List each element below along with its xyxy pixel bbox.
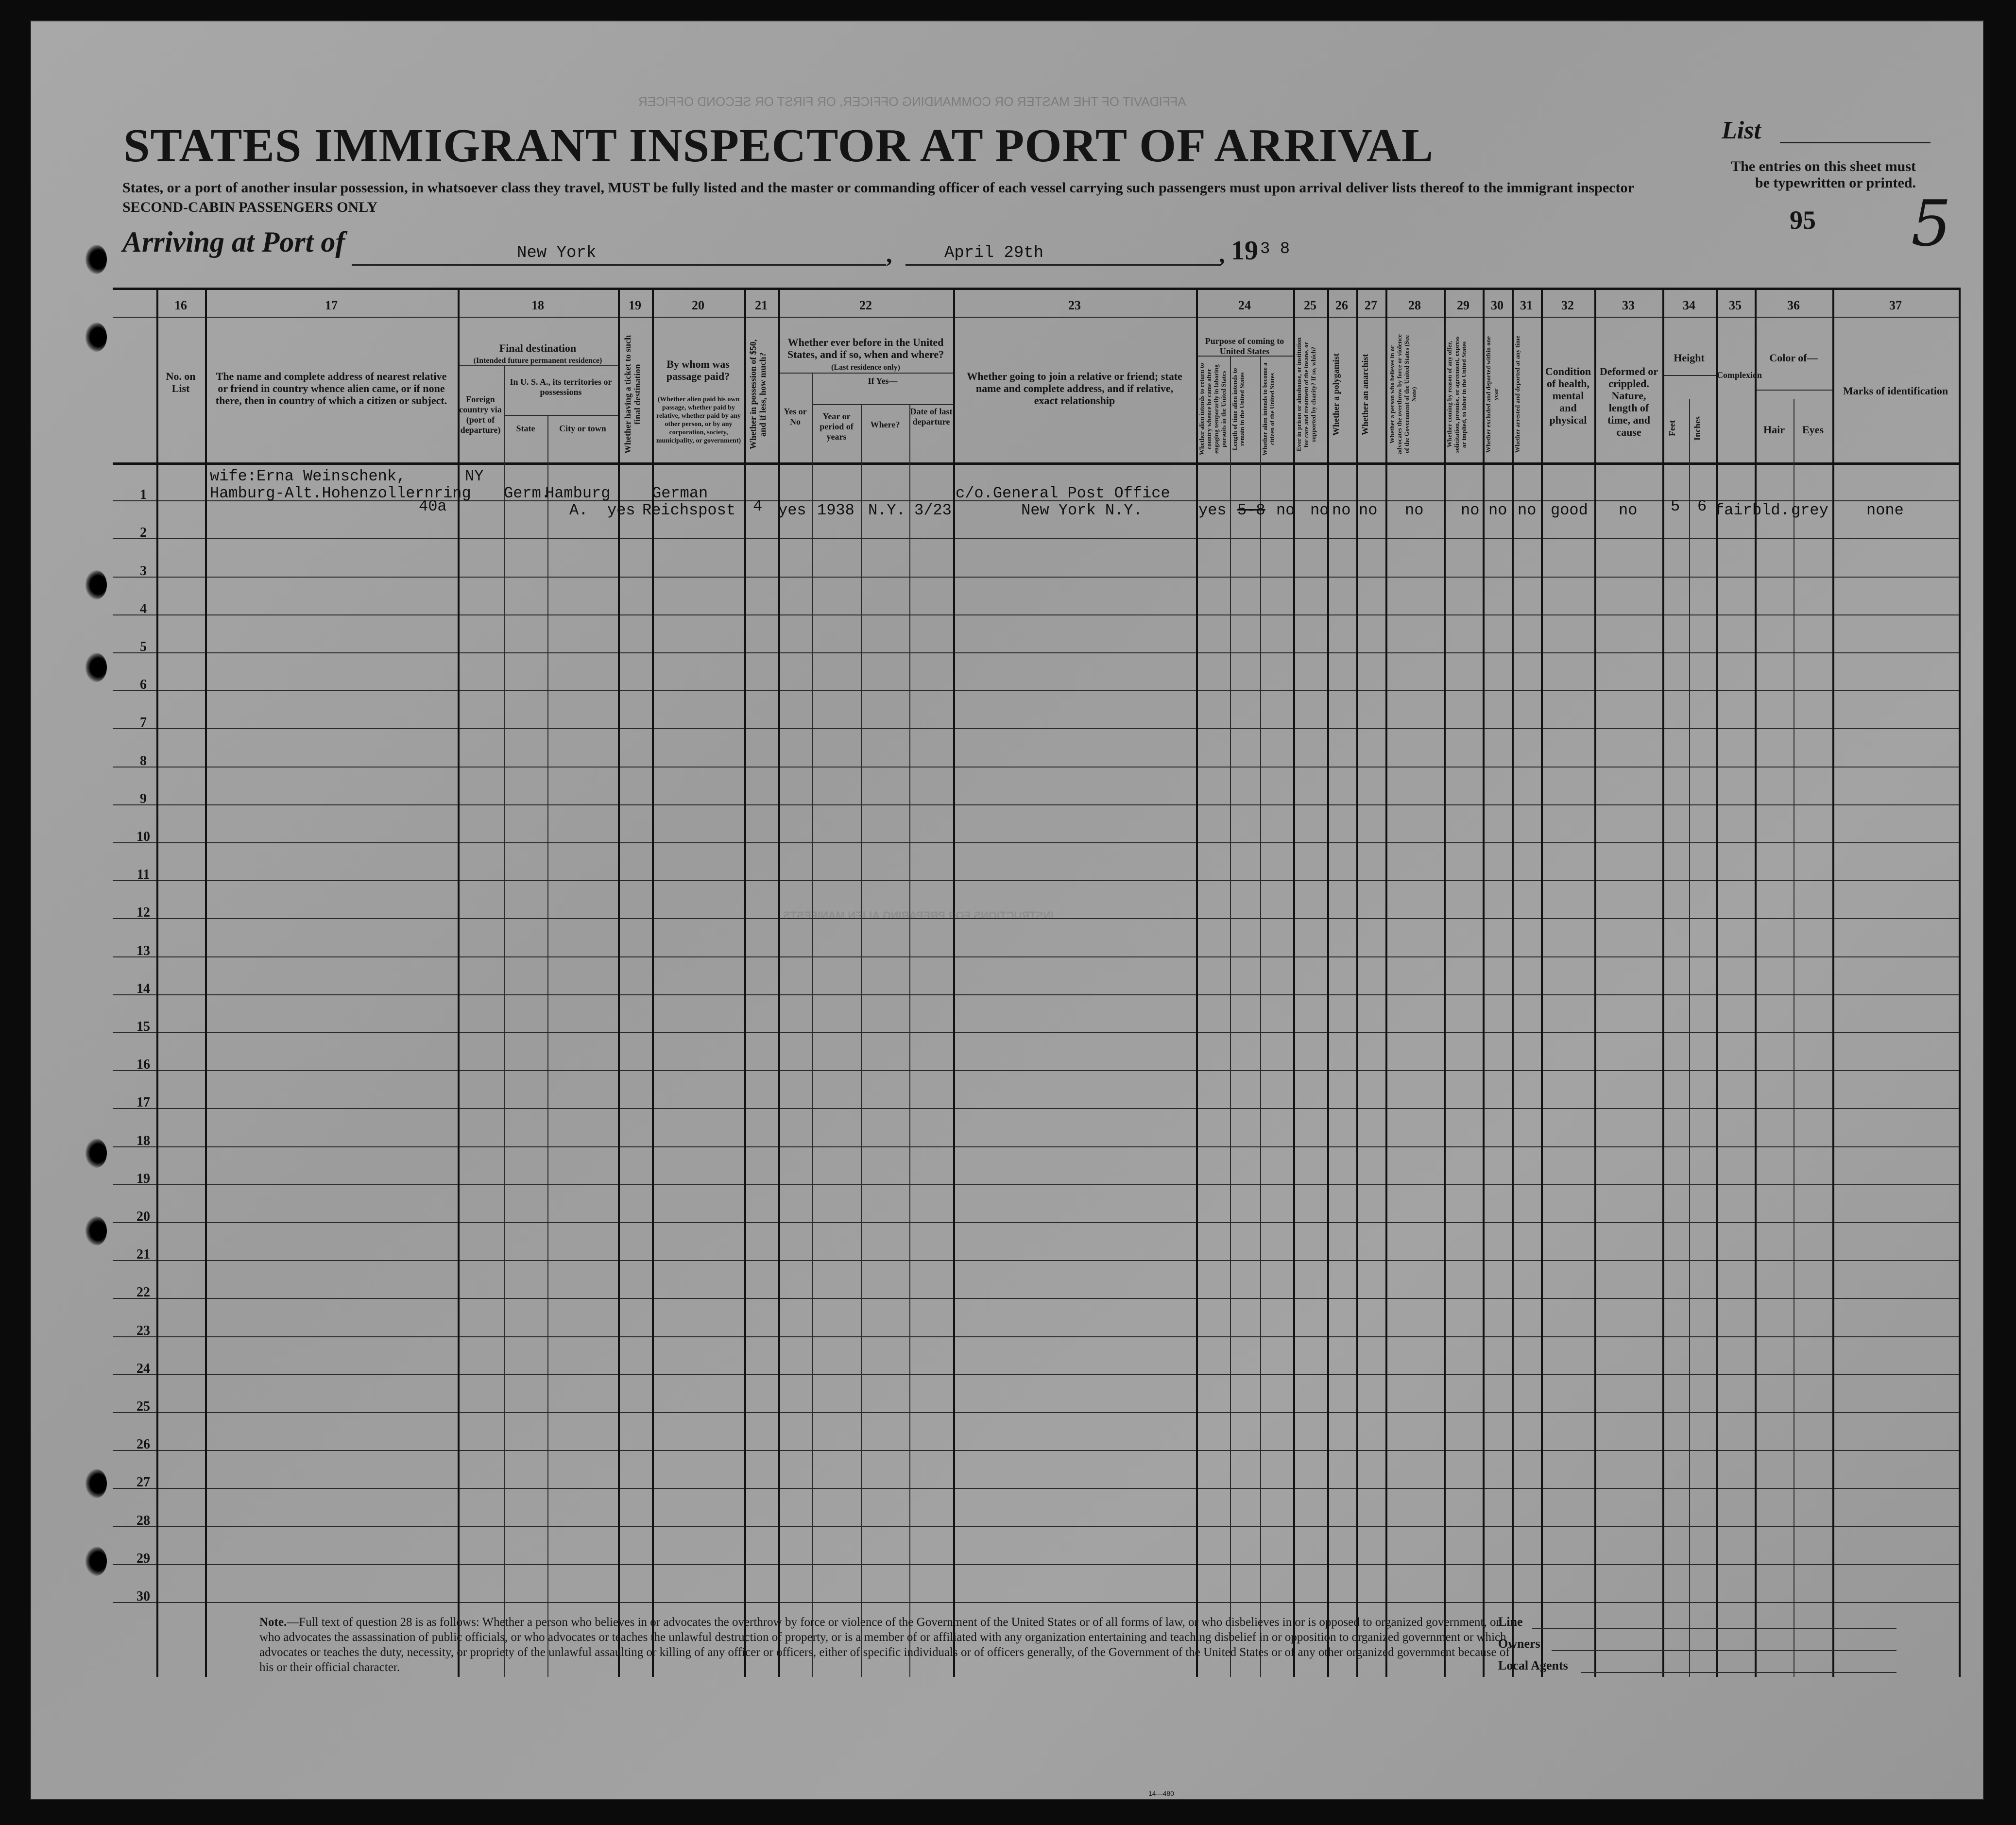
table-rule bbox=[113, 1222, 1959, 1223]
table-column-rule bbox=[1230, 356, 1231, 1677]
table-rule bbox=[113, 1336, 1959, 1337]
row-number: 25 bbox=[137, 1399, 150, 1414]
instructions-text: States, or a port of another insular possession, in whatsoever class they travel, MUST be fully listed and the master or commanding officer of each vessel carrying such passengers must upon arrival deliver lists thereof to the immigrant inspector bbox=[122, 180, 1634, 196]
punch-hole bbox=[85, 1469, 107, 1498]
row-number: 23 bbox=[137, 1323, 150, 1338]
header-color-of: Color of— bbox=[1769, 352, 1818, 364]
manifest-table bbox=[113, 288, 1959, 1677]
row-number: 27 bbox=[137, 1475, 150, 1490]
polygamist-cell: no bbox=[1332, 501, 1351, 519]
year-prefix: 19 bbox=[1231, 236, 1258, 266]
header-q29: Whether coming by reason of any offer, solicitation, promise, or agreement, express or implied, to labor in the United States bbox=[1446, 336, 1468, 453]
table-column-rule bbox=[1293, 288, 1295, 1677]
column-number: 35 bbox=[1729, 298, 1742, 312]
row-number: 16 bbox=[137, 1057, 150, 1073]
table-column-rule bbox=[1832, 288, 1834, 1677]
state-cell: Germ. bbox=[504, 484, 551, 502]
table-column-rule bbox=[744, 288, 746, 1677]
ever-before-cell: yes bbox=[778, 501, 806, 519]
footnote-question-28: Note.—Full text of question 28 is as follows: Whether a person who believes in or advocates the overthrow by force or violence of the Government of the United States or of all forms of law, or who disbelieves in or is opposed to organized government, or who advocates the assassination of public officials, or who advocates or teaches the unlawful destruction of property, or is a member of or affiliated with any organization entertaining and teaching disbelief in or opposition to organized government or which advocates or teaches the duty, necessity, or propriety of the unlawful assaulting or killing of any officer or officers, either of specific individuals or of officers generally, of the Government of the United States or of any other organized government because of his or their official character. bbox=[259, 1616, 1510, 1674]
column-number: 20 bbox=[692, 298, 704, 312]
entries-note: The entries on this sheet must be typewritten or printed. bbox=[1731, 158, 1916, 191]
table-column-rule bbox=[1444, 288, 1446, 1677]
table-rule bbox=[1755, 390, 1832, 391]
column-number: 26 bbox=[1335, 298, 1348, 312]
table-rule bbox=[113, 614, 1959, 615]
column-number: 24 bbox=[1238, 298, 1251, 312]
punch-hole bbox=[85, 1547, 107, 1576]
header-marks: Marks of identification bbox=[1843, 385, 1948, 397]
table-column-rule bbox=[812, 373, 813, 1677]
header-q30: Whether excluded and deported within one year bbox=[1485, 336, 1499, 453]
header-ticket: Whether having a ticket to such final destination bbox=[623, 335, 642, 454]
header-purpose: Purpose of coming to United States bbox=[1205, 336, 1284, 356]
header-state: State bbox=[516, 424, 535, 433]
list-label: List bbox=[1722, 117, 1761, 144]
q31-cell: no bbox=[1518, 501, 1537, 519]
table-rule bbox=[113, 1602, 1959, 1603]
header-prison: Ever in prison or almshouse, or institution for care and treatment of the insane, or supported by charity? If so, which? bbox=[1295, 337, 1317, 452]
table-rule bbox=[113, 462, 1959, 465]
column-number: 21 bbox=[755, 298, 768, 312]
column-number: 17 bbox=[325, 298, 338, 312]
table-column-rule bbox=[1689, 399, 1690, 1677]
row-number: 29 bbox=[137, 1551, 150, 1566]
header-q31: Whether arrested and deported at any time bbox=[1514, 336, 1521, 453]
manifest-sheet: AFFIDAVIT OF THE MASTER OR COMMANDING OFFICER, OR FIRST OR SECOND OFFICER STATES IMMIGRANT INSPECTOR AT PORT OF ARRIVAL States, or a port of another insular possession, in whatsoever class they travel, MUST be fully listed and the master or commanding officer of each vessel carrying such passengers must upon arrival deliver lists thereof to the immigrant inspector SECOND-CABIN PASSENGERS ONLY Arriving at Port of New York , April 29th , 19 3 8 List The entries on this sheet must be typewritten or printed. 95 5 16 17 18 19 20 21 22 23 24 25 26 27 28 29 30 31 32 33 34 35 36 37 No. on List The name and complete address of nearest relative or friend in country whence alien came, or if none there, then in country of which a citizen or subject. Final destination (Intended future permanent residence) Foreign country via (port of departure) In U. S. A., its territories or possessions State City or town Whether having a ticket to such final destination By whom was passage paid? (Whether alien paid his own passage, whether paid by relative, whether paid by any other person, or by any corporation, society, municipality, or government) Whether in possession of $50, and if less, how much? Whether ever before in the United States, and if so, when and where? (Last residence only) If Yes— Yes or No Year or period of years Where? Date of last departure Whether going to join a relative or friend; state name and complete address, and if relative, exact relationship Purpose of coming to United States Whether alien intends to return to country whence he came after engaging temporarily in laboring pursuits in the United States Length of time alien intends to remain in the United States Whether alien intends to become a citizen of the United States Ever in prison or almshouse, or institution for care and treatment of the insane, or supported by charity? If so, which? Whether a polygamist Whether an anarchist Whether a person who believes in or advocates the overthrow by force or violence of the Government of the United States (See Note) Whether coming by reason of any offer, solicitation, promise, or agreement, express or implied, to labor in the United States Whether excluded and deported within one year Whether arrested and deported at any time Condition of health, mental and physical Deformed or crippled. Nature, length of time, and cause Height Feet Inches Complexion Color of— Hair Eyes Marks of identification 1 2 3 4 5 6 7 8 9 10 11 12 13 14 15 16 17 18 19 20 21 22 23 24 25 26 27 28 29 30 wife:Erna Weinschenk, Hamburg-Alt.Hohenzollernring 40a NY Germ. Hamburg A. yes German Reichspost 4 yes 1938 N.Y. 3/23 c/o.General Post Office New York N.Y. yes 5-8 no no no no no no no no good no 5 6 fair bld. grey none INSTRUCTIONS FOR PREPARING ALIEN MANIFESTS Note.—Full text of question 28 is as follows: Whether a person who believes in or advocates the overthrow by force or violence of the Government of the United States or of all forms of law, or who disbelieves in or is opposed to organized government, or who advocates the assassination of public officials, or who advocates or teaches the unlawful destruction of property, or is a member of or affiliated with any organization entertaining and teaching disbelief in or opposition to organized government or which advocates or teaches the duty, necessity, or propriety of the unlawful assaulting or killing of any officer or officers, either of specific individuals or of officers generally, of the Government of the United States or of any other organized government because of his or their official character. Line Owners Local Agents 14—480 bbox=[30, 20, 1984, 1800]
row-number: 24 bbox=[137, 1361, 150, 1376]
sheet-number: 95 bbox=[1790, 205, 1816, 235]
health-cell: good bbox=[1551, 501, 1588, 519]
row-number: 18 bbox=[137, 1133, 150, 1148]
table-rule bbox=[113, 728, 1959, 729]
footer-line-label: Line bbox=[1498, 1615, 1523, 1629]
table-column-rule bbox=[547, 415, 548, 1677]
port-value: New York bbox=[517, 244, 597, 262]
year-suffix: 3 8 bbox=[1260, 240, 1290, 258]
punch-hole bbox=[85, 570, 107, 599]
row-number: 21 bbox=[137, 1247, 150, 1262]
table-column-rule bbox=[1196, 288, 1198, 1677]
header-ever-before-sub: (Last residence only) bbox=[831, 363, 900, 372]
table-rule bbox=[113, 880, 1959, 881]
table-column-rule bbox=[778, 288, 780, 1677]
table-column-rule bbox=[1959, 288, 1961, 1677]
table-rule bbox=[113, 1450, 1959, 1451]
feet-cell: 5 bbox=[1671, 497, 1680, 515]
hair-cell: bld. bbox=[1752, 501, 1790, 519]
table-rule bbox=[113, 577, 1959, 578]
column-number: 31 bbox=[1520, 298, 1533, 312]
table-rule bbox=[113, 1184, 1959, 1185]
table-rule bbox=[113, 1108, 1959, 1109]
table-rule bbox=[812, 404, 953, 405]
table-rule bbox=[113, 1374, 1959, 1375]
date-underline bbox=[905, 264, 1221, 266]
join-relative-cell: c/o.General Post Office bbox=[956, 484, 1170, 502]
table-column-rule bbox=[1755, 288, 1757, 1677]
table-rule bbox=[113, 1298, 1959, 1299]
table-column-rule bbox=[953, 288, 955, 1677]
column-number: 33 bbox=[1622, 298, 1635, 312]
table-rule bbox=[113, 1564, 1959, 1565]
column-number: 22 bbox=[859, 298, 872, 312]
column-number: 34 bbox=[1683, 298, 1695, 312]
header-if-yes: If Yes— bbox=[868, 376, 898, 386]
table-rule bbox=[113, 538, 1959, 539]
table-column-rule bbox=[1716, 288, 1718, 1677]
table-rule bbox=[504, 415, 618, 416]
table-rule bbox=[113, 317, 1959, 318]
row-number: 6 bbox=[140, 677, 147, 693]
footer-line-underline bbox=[1532, 1628, 1896, 1629]
table-rule bbox=[1662, 375, 1716, 376]
passage-cell: Reichspost bbox=[642, 501, 736, 519]
row-number: 14 bbox=[137, 981, 150, 996]
passage-cell: German bbox=[652, 484, 708, 502]
header-possession-50: Whether in possession of $50, and if less, how much? bbox=[748, 339, 768, 450]
column-number: 37 bbox=[1889, 298, 1902, 312]
header-polygamist: Whether a polygamist bbox=[1331, 353, 1341, 436]
header-inches: Inches bbox=[1692, 416, 1702, 441]
table-column-rule bbox=[1260, 356, 1261, 1677]
header-final-destination-sub: (Intended future permanent residence) bbox=[473, 357, 602, 365]
table-column-rule bbox=[618, 288, 620, 1677]
row-number: 19 bbox=[137, 1171, 150, 1186]
header-purpose-b: Length of time alien intends to remain in the United States bbox=[1231, 368, 1246, 450]
header-purpose-a: Whether alien intends to return to country whence he came after engaging temporarily in laboring pursuits in the United States bbox=[1198, 363, 1227, 455]
city-cell: A. bbox=[569, 501, 588, 519]
footer-local-agents-label: Local Agents bbox=[1498, 1658, 1568, 1672]
header-deformed: Deformed or crippled. Nature, length of time, and cause bbox=[1599, 365, 1658, 438]
header-complexion: Complexion bbox=[1717, 370, 1762, 380]
header-health: Condition of health, mental and physical bbox=[1545, 365, 1591, 426]
cabin-class: SECOND-CABIN PASSENGERS ONLY bbox=[122, 199, 378, 215]
table-rule bbox=[113, 1070, 1959, 1071]
table-rule bbox=[113, 956, 1959, 957]
column-number: 36 bbox=[1787, 298, 1800, 312]
column-number: 30 bbox=[1491, 298, 1503, 312]
year-cell: 1938 bbox=[817, 501, 854, 519]
table-column-rule bbox=[1385, 288, 1387, 1677]
table-column-rule bbox=[861, 404, 862, 1677]
row-number: 3 bbox=[140, 563, 147, 579]
bleed-through-heading: INSTRUCTIONS FOR PREPARING ALIEN MANIFESTS bbox=[783, 909, 1054, 921]
row-number: 20 bbox=[137, 1209, 150, 1224]
column-number: 16 bbox=[174, 298, 187, 312]
table-rule bbox=[113, 1488, 1959, 1489]
header-no-on-list: No. on List bbox=[166, 370, 196, 394]
header-final-destination: Final destination bbox=[499, 342, 577, 354]
column-number: 29 bbox=[1457, 298, 1469, 312]
table-rule bbox=[113, 652, 1959, 653]
header-q28: Whether a person who believes in or advocates the overthrow by force or violence of the Government of the United States (See Note) bbox=[1388, 334, 1418, 455]
complexion-cell: fair bbox=[1715, 501, 1752, 519]
table-rule bbox=[113, 1032, 1959, 1033]
footer-owners-label: Owners bbox=[1498, 1637, 1540, 1651]
prison-cell: no bbox=[1310, 501, 1329, 519]
table-column-rule bbox=[504, 365, 505, 1677]
q28-cell: no bbox=[1405, 501, 1424, 519]
table-rule bbox=[113, 1260, 1959, 1261]
row-number: 13 bbox=[137, 943, 150, 958]
header-purpose-c: Whether alien intends to become a citizen of the United States bbox=[1261, 362, 1276, 456]
column-number: 25 bbox=[1304, 298, 1316, 312]
table-column-rule bbox=[1483, 288, 1485, 1677]
table-column-rule bbox=[1594, 288, 1596, 1677]
row-number: 5 bbox=[140, 639, 147, 654]
table-column-rule bbox=[1356, 288, 1358, 1677]
table-rule bbox=[113, 1412, 1959, 1413]
q30-cell: no bbox=[1488, 501, 1507, 519]
header-yes-no: Yes or No bbox=[784, 407, 807, 426]
punch-hole bbox=[85, 323, 107, 352]
table-rule bbox=[113, 1146, 1959, 1147]
header-nearest-relative: The name and complete address of nearest relative or friend in country whence alien came, or if none there, then in country of which a citizen or subject. bbox=[215, 370, 447, 407]
purpose-return-cell: yes bbox=[1198, 501, 1227, 519]
punch-hole bbox=[85, 1139, 107, 1168]
table-column-rule bbox=[1541, 288, 1543, 1677]
header-date-departure: Date of last departure bbox=[910, 407, 953, 426]
row-number: 1 bbox=[140, 487, 147, 503]
header-feet: Feet bbox=[1667, 420, 1677, 437]
table-rule bbox=[113, 1526, 1959, 1527]
table-rule bbox=[113, 842, 1959, 843]
header-eyes: Eyes bbox=[1802, 424, 1824, 436]
table-column-rule bbox=[1327, 288, 1329, 1677]
punch-hole bbox=[85, 245, 107, 274]
money-cell: 4 bbox=[753, 497, 763, 515]
purpose-length-cell: 5-8 bbox=[1237, 501, 1265, 519]
form-number: 14—480 bbox=[1148, 1790, 1174, 1797]
header-year-period: Year or period of years bbox=[820, 411, 854, 442]
marks-cell: none bbox=[1866, 501, 1904, 519]
column-number: 19 bbox=[629, 298, 641, 312]
table-rule bbox=[113, 804, 1959, 805]
row-number: 28 bbox=[137, 1513, 150, 1528]
ticket-cell: yes bbox=[607, 501, 635, 519]
row-number: 10 bbox=[137, 829, 150, 844]
header-ever-before: Whether ever before in the United States, and if so, when and where? bbox=[787, 336, 944, 360]
header-passage-paid-sub: (Whether alien paid his own passage, whether paid by relative, whether paid by any other person, or by any corporation, society, municipality, or government) bbox=[656, 396, 741, 444]
punch-hole bbox=[85, 1216, 107, 1245]
header-anarchist: Whether an anarchist bbox=[1360, 354, 1370, 435]
header-in-usa: In U. S. A., its territories or possessions bbox=[510, 377, 612, 397]
port-underline bbox=[352, 264, 886, 266]
purpose-citizen-cell: no bbox=[1276, 501, 1295, 519]
inches-cell: 6 bbox=[1697, 497, 1707, 515]
header-foreign-country: Foreign country via (port of departure) bbox=[459, 394, 502, 435]
table-column-rule bbox=[1512, 288, 1514, 1677]
column-number: 18 bbox=[531, 298, 544, 312]
where-cell: N.Y. bbox=[868, 501, 905, 519]
relative-cell: Hamburg-Alt.Hohenzollernring bbox=[210, 484, 471, 502]
row-number: 17 bbox=[137, 1095, 150, 1110]
city-cell: Hamburg bbox=[545, 484, 611, 502]
header-city: City or town bbox=[559, 424, 606, 433]
anarchist-cell: no bbox=[1359, 501, 1378, 519]
header-where: Where? bbox=[870, 420, 900, 429]
departure-cell: 3/23 bbox=[914, 501, 952, 519]
column-number: 28 bbox=[1408, 298, 1421, 312]
row-number: 8 bbox=[140, 753, 147, 768]
footer-owners-underline bbox=[1552, 1650, 1896, 1651]
date-value: April 29th bbox=[944, 244, 1044, 262]
header-passage-paid: By whom was passage paid? bbox=[666, 358, 730, 382]
table-column-rule bbox=[1662, 288, 1664, 1677]
column-number: 27 bbox=[1365, 298, 1377, 312]
table-column-rule bbox=[909, 404, 910, 1677]
foreign-country-cell: NY bbox=[465, 467, 484, 485]
row-number: 7 bbox=[140, 715, 147, 731]
eyes-cell: grey bbox=[1791, 501, 1828, 519]
footer-local-agents-underline bbox=[1581, 1672, 1896, 1673]
row-number: 2 bbox=[140, 525, 147, 541]
arriving-label: Arriving at Port of bbox=[122, 226, 345, 258]
row-number: 9 bbox=[140, 791, 147, 806]
row-number: 12 bbox=[137, 905, 150, 921]
header-join-relative: Whether going to join a relative or friend; state name and complete address, and if relative, exact relationship bbox=[967, 370, 1182, 407]
row-number: 30 bbox=[137, 1588, 150, 1604]
column-number: 23 bbox=[1068, 298, 1081, 312]
table-rule bbox=[113, 767, 1959, 768]
handwritten-number: 5 bbox=[1911, 187, 1951, 260]
relative-cell: wife:Erna Weinschenk, bbox=[210, 467, 406, 485]
row-number: 4 bbox=[140, 601, 147, 616]
table-rule bbox=[113, 288, 1959, 290]
column-number: 32 bbox=[1561, 298, 1574, 312]
table-column-rule bbox=[205, 288, 207, 1677]
table-rule bbox=[113, 690, 1959, 691]
row-number: 22 bbox=[137, 1285, 150, 1300]
page-title: STATES IMMIGRANT INSPECTOR AT PORT OF ARRIVAL bbox=[123, 119, 1434, 172]
q29-cell: no bbox=[1461, 501, 1480, 519]
header-height: Height bbox=[1674, 352, 1705, 364]
table-rule bbox=[113, 994, 1959, 995]
bleed-through-text: AFFIDAVIT OF THE MASTER OR COMMANDING OFFICER, OR FIRST OR SECOND OFFICER bbox=[638, 94, 1186, 109]
row-number: 15 bbox=[137, 1019, 150, 1034]
row-number: 11 bbox=[137, 867, 150, 883]
deformed-cell: no bbox=[1619, 501, 1638, 519]
punch-hole bbox=[85, 653, 107, 682]
row-number: 26 bbox=[137, 1437, 150, 1452]
header-hair: Hair bbox=[1763, 424, 1785, 436]
join-relative-cell: New York N.Y. bbox=[1021, 501, 1143, 519]
list-underline bbox=[1780, 142, 1931, 143]
relative-cell: 40a bbox=[419, 497, 447, 515]
